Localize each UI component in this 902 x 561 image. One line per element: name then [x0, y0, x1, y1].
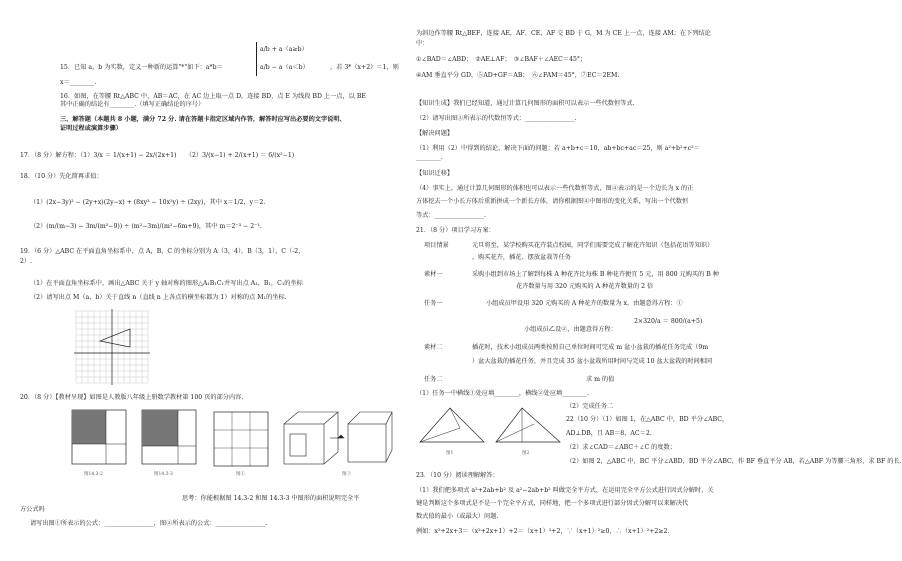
table-scene-text-2: ，购买花卉，插花、摆放盆栽等任务 — [472, 254, 571, 261]
r-line5: 【知识生成】我们已经知道，通过计算几何图形的面积可以表示一些代数恒等式. — [416, 100, 635, 107]
triangle-figure-2 — [492, 402, 564, 448]
r-line8: （1）利用（2）中得到的结论，解决下面的问题：若 a+b+c＝10，ab+bc+ac＝25，则 a²+b²+c²＝ — [416, 145, 700, 152]
r-line11: （4）事实上，通过计算几何图形的体积也可以表示一些代数恒等式，图④表示的是一个边长为 x 的正 — [416, 185, 694, 192]
r-line2: 中： — [416, 40, 429, 47]
table-task2-text: 求 m 的值 — [586, 376, 615, 383]
r-line12: 方体挖去一个小长方体后重新拼成一个新长方体，请你根据图④中图形的变化关系，写出一个代数恒 — [416, 198, 689, 205]
table-task1-text-2: 小组成员乙设②，由题意得方程： — [524, 326, 617, 333]
fig-caption-1: 图14.3-2 — [84, 472, 103, 477]
q20-fill: 请写出图①所表示的公式：________________，图②所表示的公式：________________. — [30, 520, 268, 527]
q19-head: 19．（6 分）△ABC 在平面直角坐标系中，点 A，B，C 的坐标分别为 A（3，4），B（3，1），C（-2， — [20, 248, 305, 255]
table-material2-text: 插花时，技术小组成员两类按照自己单位时间可完成 m 盆小盆栽的插花任务完成（9m — [472, 344, 709, 351]
r-line20: （1）我们把多项式 a²+2ab+b² 及 a²−2ab+b² 叫做完全平方式，在运用完全平方公式进行因式分解时，关 — [416, 487, 714, 494]
table-material1-text: 采购小组到市场上了解到每株 A 种花卉比每株 B 种花卉便宜 5 元，用 800 元购买的 B 种 — [472, 271, 719, 278]
table-task1-text: 小组成员甲设用 320 元购买的 A 种花卉的数量为 x，由题意得方程：① — [486, 300, 683, 307]
fig-caption-2: 图14.3-3 — [154, 472, 173, 477]
q15-case2: a/b − a（a＜b） — [260, 64, 309, 71]
sec3-line2: 证明过程或演算步骤） — [60, 125, 122, 132]
q21-head: 21．（8 分）项目学习方案： — [416, 227, 495, 234]
tri-caption-1: 图1 — [446, 451, 454, 456]
r-line19: （2）如图 2，△ABC 中，BC 平分∠ABD，BD 平分∠ABC，作 BF 垂直平分 AB，若△ABF 为等腰三角形，求 BF 的长. — [566, 458, 902, 465]
square-figure-2 — [140, 408, 200, 470]
cube-figure — [280, 404, 395, 470]
r-line4: ④AM 垂直平分 GD，⑤AD+GF＝AB； ⑥∠FAM＝45°，⑦EC＝2EM. — [416, 72, 620, 79]
r-line18: （2）求∠CAD＝∠ABC＋∠C 的度数； — [566, 444, 676, 451]
r-line9: ________. — [416, 154, 443, 161]
q18-part2: （2）(m/(m−3) − 3m/(m²−9)) ÷ (m²−3m)/(m²−6m+9)，其中 m＝2⁻³ − 2⁻¹. — [30, 223, 262, 230]
table-material1-text-2: 花卉数量与用 320 元购买的 A 种花卉数量的 2 倍 — [516, 283, 654, 290]
sec3-line1: 三、解答题（本题共 8 小题，满分 72 分. 请在答题卡指定区域内作答，解答时应写出必要的文字说明、 — [60, 116, 346, 123]
r-line22: 数式值的最小（或最大）问题. — [416, 513, 499, 520]
r-line17: AD⊥DB，且 AB＝8，AC＝2. — [566, 430, 652, 437]
fig-caption-3: 图① — [236, 472, 245, 477]
grid-square-figure — [210, 408, 272, 470]
square-figure-1 — [70, 408, 130, 470]
q15-piecewise — [256, 42, 309, 76]
q17: 17．（8 分）解方程：（1）3/x ＝ 1/(x+1) − 2x/(2x+1) （2）3/(x−1) + 2/(x+1) ＝ 6/(x²−1) — [20, 152, 295, 159]
q19-part2: （2）请写出点 M（a，b）关于直线 n（直线 n 上各点的横坐标都为 1）对称的点 M₁的坐标. — [30, 294, 287, 301]
q20-formula: 方公式吗 — [20, 506, 45, 513]
table-material2-text-2: ）盆大盆栽的插花任务，并且完成 35 盆小盆栽所用时间与完成 10 盆大盆栽的时间相同 — [472, 358, 713, 365]
q19-line2: 2）. — [20, 258, 33, 265]
r-line10: 【知识迁移】 — [416, 170, 454, 177]
q18-part1: （1）(2x−3y)² − (2y+x)(2y−x) + (8xy³ − 10x²y) ÷ (2xy)，其中 x＝1/2，y＝2. — [30, 199, 266, 206]
q15-line2: x＝________. — [60, 79, 97, 86]
tri-caption-2: 图2 — [522, 451, 530, 456]
r-line15: （2）完成任务二 — [566, 403, 614, 410]
coordinate-grid-figure — [72, 307, 152, 387]
r-line16: 22（10 分）（1）如图 1，在△ABC 中，BD 平分∠ABC， — [566, 416, 729, 423]
table-scene-text: 元旦将至，某学校购买花卉装点校园，同学们需要完成了解花卉知识（包括花语等知识） — [472, 242, 714, 249]
q16-line2: 其中正确的结论有________.（填写正确结论的序号） — [60, 101, 205, 108]
table-label-task1: 任务一 — [424, 300, 443, 307]
fig-caption-4: 图② — [342, 472, 351, 477]
r-line23: 例如：x²+2x+3＝（x²+2x+1）+2＝（x+1）²+2，∵（x+1）²≥0，∴（x+1）²+2≥2. — [416, 528, 670, 535]
q15-tail: ，若 3*（x+2）＝1，则 — [330, 64, 399, 71]
table-label-material1: 素材一 — [424, 271, 443, 278]
right-column — [416, 0, 902, 561]
table-equation: 2×320/a ＝ 800/(a+5) — [634, 318, 703, 325]
r-line14: （1）任务一中横线①处应填________，横线②处应填________. — [416, 390, 589, 397]
table-label-scene: 项目情景 — [424, 242, 449, 249]
r-line3: ①∠BAD＝∠ABD； ②AE⊥AF； ③∠BAF＋∠AEC＝45°； — [416, 56, 587, 63]
triangle-figure-1 — [416, 402, 488, 448]
r-line13: 等式：________________. — [416, 212, 487, 219]
r-line1: 为斜边作等腰 Rt△BEF，连接 AE，AF，CE，AF 交 BD 于 G，M 为 CE 上一点，连接 AM；在下列结论 — [416, 30, 711, 37]
q16-line1: 16．如图，在等腰 Rt△ABC 中，AB＝AC，在 AC 边上取一点 D，连接 BD，点 E 为线段 BD 上一点，以 BE — [60, 93, 366, 100]
q19-part1: （1）在平面直角坐标系中，画出△ABC 关于 y 轴对称的图形△A₁B₁C₁并写出点 A₁，B₁，C₁的坐标 — [30, 280, 303, 287]
q18-head: 18．（10 分）先化简再求值： — [20, 173, 103, 180]
table-label-material2: 素材二 — [424, 344, 443, 351]
q15-line1: 15．已知 a，b 为实数，定义一种新的运算"*"如下：a*b＝ — [60, 64, 223, 71]
q15-case1: a/b + a（a≥b） — [260, 46, 308, 53]
q20-head: 20．（8 分）【教材呈现】如图是人教版八年级上册数学教材第 100 页的部分内容. — [20, 394, 244, 401]
left-column — [20, 0, 400, 561]
r-line21: 键是判断这个多项式是不是一个完全平方式，同样地，把一个多项式进行部分因式分解可以来解决代 — [416, 500, 689, 507]
table-label-task2: 任务二 — [424, 376, 443, 383]
q23-head: 23．（10 分）阅读理解解答： — [416, 472, 499, 479]
q20-think: 思考：你能根据图 14.3-2 和图 14.3-3 中图形的面积说明完全平 — [182, 495, 360, 502]
r-line6: （2）请写出图③所表示的代数恒等式：________________. — [416, 115, 577, 122]
r-line7: 【解决问题】 — [416, 130, 454, 137]
